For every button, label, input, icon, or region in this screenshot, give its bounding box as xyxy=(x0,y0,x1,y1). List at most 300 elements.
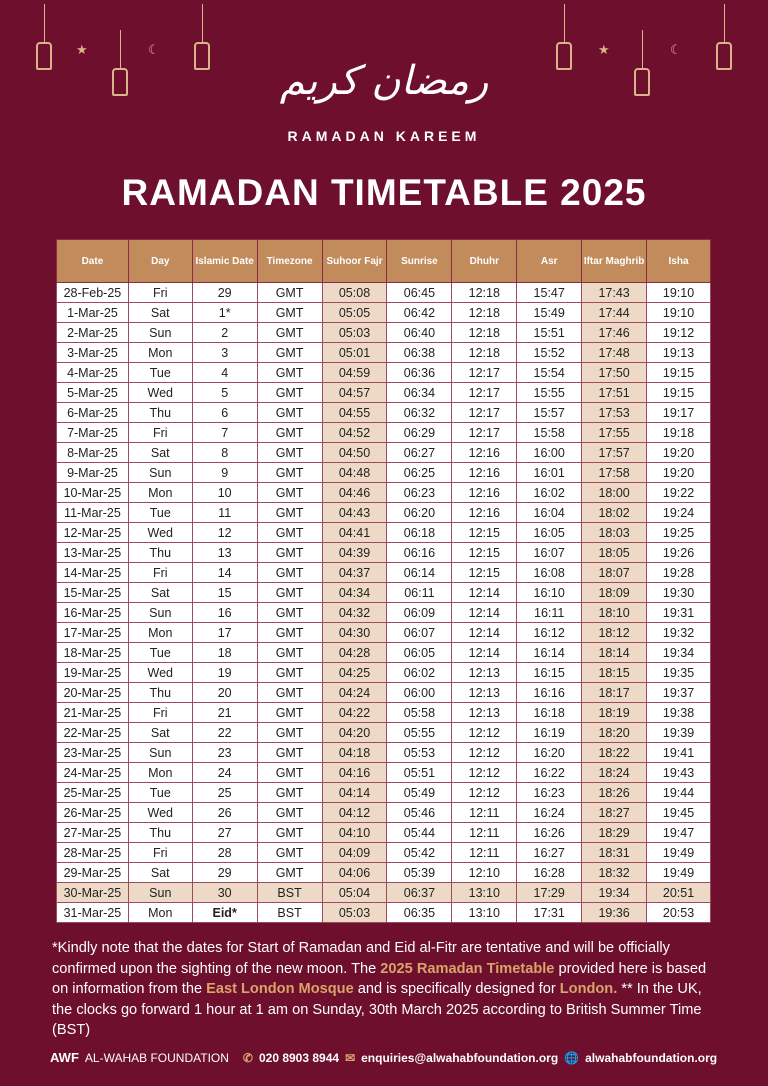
table-cell: Tue xyxy=(128,503,192,523)
table-cell: 12:12 xyxy=(452,743,517,763)
table-cell: 06:37 xyxy=(387,883,452,903)
table-cell: GMT xyxy=(257,803,322,823)
table-cell: Sun xyxy=(128,323,192,343)
table-row xyxy=(57,743,711,763)
table-cell: 16:00 xyxy=(517,443,582,463)
table-cell: 05:05 xyxy=(322,303,387,323)
table-cell: GMT xyxy=(257,723,322,743)
table-cell: 6-Mar-25 xyxy=(57,403,129,423)
phone-number[interactable]: 020 8903 8944 xyxy=(258,1050,340,1065)
star-icon: ★ xyxy=(598,42,610,57)
table-cell: 16:10 xyxy=(517,583,582,603)
table-cell: GMT xyxy=(257,503,322,523)
table-cell: 16-Mar-25 xyxy=(57,603,129,623)
table-cell: GMT xyxy=(257,363,322,383)
table-cell: 05:55 xyxy=(387,723,452,743)
table-row xyxy=(57,483,711,503)
table-cell: 04:10 xyxy=(322,823,387,843)
table-cell: 8-Mar-25 xyxy=(57,443,129,463)
table-cell: 11 xyxy=(192,503,257,523)
table-cell: 15:58 xyxy=(517,423,582,443)
table-cell: 4-Mar-25 xyxy=(57,363,129,383)
table-cell: 19:22 xyxy=(647,483,711,503)
table-row xyxy=(57,283,711,303)
table-cell: 06:11 xyxy=(387,583,452,603)
table-cell: 16:26 xyxy=(517,823,582,843)
table-cell: 29-Mar-25 xyxy=(57,863,129,883)
table-cell: 04:16 xyxy=(322,763,387,783)
table-row xyxy=(57,463,711,483)
table-cell: Sun xyxy=(128,743,192,763)
table-cell: GMT xyxy=(257,843,322,863)
table-cell: 29 xyxy=(192,283,257,303)
table-row xyxy=(57,663,711,683)
table-row xyxy=(57,503,711,523)
table-cell: 12:14 xyxy=(452,603,517,623)
table-cell: 12:16 xyxy=(452,443,517,463)
table-cell: 12:15 xyxy=(452,563,517,583)
table-cell: 16:22 xyxy=(517,763,582,783)
table-cell: 04:59 xyxy=(322,363,387,383)
table-cell: 16 xyxy=(192,603,257,623)
email-icon: ✉ xyxy=(345,1050,356,1065)
table-cell: 19:28 xyxy=(647,563,711,583)
table-cell: 19:35 xyxy=(647,663,711,683)
table-cell: BST xyxy=(257,883,322,903)
table-cell: 06:29 xyxy=(387,423,452,443)
table-cell: 19:34 xyxy=(647,643,711,663)
table-cell: 19:12 xyxy=(647,323,711,343)
table-cell: 12:18 xyxy=(452,323,517,343)
table-cell: Sat xyxy=(128,723,192,743)
table-cell: 19:45 xyxy=(647,803,711,823)
table-cell: 17:55 xyxy=(582,423,647,443)
table-cell: 17:29 xyxy=(517,883,582,903)
table-cell: 04:50 xyxy=(322,443,387,463)
table-cell: 04:12 xyxy=(322,803,387,823)
table-cell: 26-Mar-25 xyxy=(57,803,129,823)
table-cell: 9 xyxy=(192,463,257,483)
table-cell: 18:26 xyxy=(582,783,647,803)
table-cell: GMT xyxy=(257,643,322,663)
column-header: Timezone xyxy=(257,240,322,283)
table-row xyxy=(57,643,711,663)
table-cell: 15-Mar-25 xyxy=(57,583,129,603)
table-cell: 12 xyxy=(192,523,257,543)
table-cell: 14-Mar-25 xyxy=(57,563,129,583)
table-cell: 06:25 xyxy=(387,463,452,483)
table-cell: GMT xyxy=(257,483,322,503)
table-cell: 19:49 xyxy=(647,863,711,883)
table-cell: 16:18 xyxy=(517,703,582,723)
table-row xyxy=(57,763,711,783)
table-cell: 04:30 xyxy=(322,623,387,643)
table-cell: GMT xyxy=(257,743,322,763)
table-row xyxy=(57,403,711,423)
table-cell: 19:38 xyxy=(647,703,711,723)
table-cell: 06:42 xyxy=(387,303,452,323)
ramadan-kareem-calligraphy: رمضان كريم xyxy=(279,58,489,104)
table-row xyxy=(57,703,711,723)
table-cell: 19:47 xyxy=(647,823,711,843)
table-cell: 16:12 xyxy=(517,623,582,643)
table-cell: 12:12 xyxy=(452,783,517,803)
note-text: ** In the UK, the clocks go forward 1 hour at 1 am on Sunday, 30th March 2025 according to British Summer Time (BST) xyxy=(52,981,702,1038)
table-cell: 26 xyxy=(192,803,257,823)
table-row xyxy=(57,683,711,703)
table-cell: 18:31 xyxy=(582,843,647,863)
table-cell: GMT xyxy=(257,323,322,343)
table-row xyxy=(57,543,711,563)
table-cell: GMT xyxy=(257,283,322,303)
table-cell: 15:57 xyxy=(517,403,582,423)
table-cell: 23-Mar-25 xyxy=(57,743,129,763)
table-cell: 19:18 xyxy=(647,423,711,443)
table-cell: 19:32 xyxy=(647,623,711,643)
table-cell: 18 xyxy=(192,643,257,663)
table-row xyxy=(57,903,711,923)
table-row xyxy=(57,563,711,583)
table-cell: GMT xyxy=(257,443,322,463)
table-cell: GMT xyxy=(257,823,322,843)
globe-icon: 🌐 xyxy=(564,1050,580,1065)
table-cell: 17:48 xyxy=(582,343,647,363)
table-cell: Sun xyxy=(128,463,192,483)
table-cell: 30 xyxy=(192,883,257,903)
table-cell: 19:24 xyxy=(647,503,711,523)
table-row xyxy=(57,383,711,403)
table-cell: 16:28 xyxy=(517,863,582,883)
table-cell: 04:25 xyxy=(322,663,387,683)
table-cell: 04:06 xyxy=(322,863,387,883)
table-cell: Sun xyxy=(128,603,192,623)
table-cell: 04:28 xyxy=(322,643,387,663)
table-cell: 12:16 xyxy=(452,483,517,503)
table-cell: 31-Mar-25 xyxy=(57,903,129,923)
table-cell: 23 xyxy=(192,743,257,763)
table-cell: Thu xyxy=(128,683,192,703)
table-cell: Wed xyxy=(128,663,192,683)
table-cell: 14 xyxy=(192,563,257,583)
table-cell: 16:15 xyxy=(517,663,582,683)
table-cell: 13 xyxy=(192,543,257,563)
table-cell: 12:11 xyxy=(452,803,517,823)
table-cell: 12:17 xyxy=(452,423,517,443)
table-cell: 18:20 xyxy=(582,723,647,743)
table-cell: 04:39 xyxy=(322,543,387,563)
table-cell: 16:02 xyxy=(517,483,582,503)
table-cell: 3 xyxy=(192,343,257,363)
table-cell: 18:22 xyxy=(582,743,647,763)
table-cell: 18:02 xyxy=(582,503,647,523)
table-cell: 15:51 xyxy=(517,323,582,343)
table-cell: BST xyxy=(257,903,322,923)
table-cell: GMT xyxy=(257,563,322,583)
table-cell: 19:31 xyxy=(647,603,711,623)
table-cell: 18:32 xyxy=(582,863,647,883)
table-cell: 19:20 xyxy=(647,443,711,463)
note-highlight: East London Mosque xyxy=(206,981,354,997)
table-cell: 12:10 xyxy=(452,863,517,883)
table-cell: 18:29 xyxy=(582,823,647,843)
table-cell: 19:41 xyxy=(647,743,711,763)
table-cell: Mon xyxy=(128,623,192,643)
table-cell: 12:16 xyxy=(452,503,517,523)
table-cell: 19 xyxy=(192,663,257,683)
table-row xyxy=(57,303,711,323)
note-text: *Kindly note that the dates for Start of Ramadan and Eid al-Fitr are tentative and will be officially confirmed upon the sighting of the new moon. The xyxy=(52,940,670,977)
table-cell: 13:10 xyxy=(452,903,517,923)
table-cell: 18:24 xyxy=(582,763,647,783)
table-cell: 15:47 xyxy=(517,283,582,303)
table-cell: 28-Mar-25 xyxy=(57,843,129,863)
table-cell: 17:46 xyxy=(582,323,647,343)
table-row xyxy=(57,323,711,343)
table-cell: 29 xyxy=(192,863,257,883)
footnote xyxy=(52,938,720,1041)
column-header: Asr xyxy=(517,240,582,283)
table-cell: 27-Mar-25 xyxy=(57,823,129,843)
table-cell: 21 xyxy=(192,703,257,723)
table-cell: GMT xyxy=(257,663,322,683)
table-row xyxy=(57,723,711,743)
table-cell: 06:40 xyxy=(387,323,452,343)
table-cell: Thu xyxy=(128,543,192,563)
table-row xyxy=(57,343,711,363)
table-cell: 06:16 xyxy=(387,543,452,563)
column-header: Dhuhr xyxy=(452,240,517,283)
note-text: and is specifically designed for xyxy=(353,981,560,997)
table-cell: 18:05 xyxy=(582,543,647,563)
email-link[interactable]: enquiries@alwahabfoundation.org xyxy=(361,1050,559,1065)
table-cell: 17:31 xyxy=(517,903,582,923)
table-cell: 12:15 xyxy=(452,543,517,563)
table-cell: 12:12 xyxy=(452,723,517,743)
table-cell: Fri xyxy=(128,423,192,443)
table-cell: 19:20 xyxy=(647,463,711,483)
table-cell: 28 xyxy=(192,843,257,863)
table-cell: 05:58 xyxy=(387,703,452,723)
table-cell: 19:43 xyxy=(647,763,711,783)
table-cell: Thu xyxy=(128,823,192,843)
table-cell: 19:49 xyxy=(647,843,711,863)
table-cell: GMT xyxy=(257,683,322,703)
table-cell: 16:11 xyxy=(517,603,582,623)
table-row xyxy=(57,803,711,823)
table-cell: 04:18 xyxy=(322,743,387,763)
table-cell: 20-Mar-25 xyxy=(57,683,129,703)
table-row xyxy=(57,843,711,863)
table-cell: 7-Mar-25 xyxy=(57,423,129,443)
table-cell: 16:19 xyxy=(517,723,582,743)
table-cell: 05:42 xyxy=(387,843,452,863)
table-cell: 15 xyxy=(192,583,257,603)
table-cell: 19:13 xyxy=(647,343,711,363)
table-cell: 16:04 xyxy=(517,503,582,523)
table-cell: 21-Mar-25 xyxy=(57,703,129,723)
table-row xyxy=(57,603,711,623)
table-cell: 11-Mar-25 xyxy=(57,503,129,523)
table-cell: 20 xyxy=(192,683,257,703)
table-cell: 27 xyxy=(192,823,257,843)
awf-logo: AWF xyxy=(50,1050,79,1065)
table-cell: 04:57 xyxy=(322,383,387,403)
table-cell: 18:19 xyxy=(582,703,647,723)
table-cell: 12:16 xyxy=(452,463,517,483)
table-row xyxy=(57,523,711,543)
table-row xyxy=(57,883,711,903)
table-cell: 28-Feb-25 xyxy=(57,283,129,303)
table-cell: 16:08 xyxy=(517,563,582,583)
table-cell: GMT xyxy=(257,623,322,643)
table-cell: 12:17 xyxy=(452,403,517,423)
table-cell: Mon xyxy=(128,763,192,783)
table-cell: 06:14 xyxy=(387,563,452,583)
table-cell: 18:03 xyxy=(582,523,647,543)
table-row xyxy=(57,863,711,883)
table-cell: 04:41 xyxy=(322,523,387,543)
table-cell: 05:49 xyxy=(387,783,452,803)
table-cell: Mon xyxy=(128,483,192,503)
table-cell: 05:39 xyxy=(387,863,452,883)
table-cell: 7 xyxy=(192,423,257,443)
table-cell: 18:14 xyxy=(582,643,647,663)
table-cell: 5 xyxy=(192,383,257,403)
table-cell: Sat xyxy=(128,443,192,463)
table-cell: GMT xyxy=(257,343,322,363)
table-cell: 16:16 xyxy=(517,683,582,703)
table-cell: 12:18 xyxy=(452,303,517,323)
table-cell: 06:23 xyxy=(387,483,452,503)
table-cell: 19:15 xyxy=(647,363,711,383)
table-cell: 12:15 xyxy=(452,523,517,543)
table-cell: 06:35 xyxy=(387,903,452,923)
table-cell: Sat xyxy=(128,863,192,883)
table-cell: 18:17 xyxy=(582,683,647,703)
table-row xyxy=(57,623,711,643)
table-cell: 06:34 xyxy=(387,383,452,403)
table-cell: 16:23 xyxy=(517,783,582,803)
org-name: AL-WAHAB FOUNDATION xyxy=(84,1050,229,1065)
table-cell: 13:10 xyxy=(452,883,517,903)
table-cell: 12:17 xyxy=(452,363,517,383)
table-cell: 04:46 xyxy=(322,483,387,503)
table-cell: 06:07 xyxy=(387,623,452,643)
column-header: Islamic Date xyxy=(192,240,257,283)
table-cell: 15:54 xyxy=(517,363,582,383)
table-cell: 06:09 xyxy=(387,603,452,623)
table-cell: 12:11 xyxy=(452,823,517,843)
table-cell: 04:48 xyxy=(322,463,387,483)
table-cell: 19:34 xyxy=(582,883,647,903)
table-cell: GMT xyxy=(257,383,322,403)
table-cell: 06:02 xyxy=(387,663,452,683)
table-cell: Fri xyxy=(128,563,192,583)
table-cell: 18:00 xyxy=(582,483,647,503)
table-cell: 19:26 xyxy=(647,543,711,563)
table-cell: 24 xyxy=(192,763,257,783)
table-row xyxy=(57,423,711,443)
table-cell: 20:53 xyxy=(647,903,711,923)
table-cell: 04:43 xyxy=(322,503,387,523)
table-cell: 18:10 xyxy=(582,603,647,623)
table-cell: 04:52 xyxy=(322,423,387,443)
table-cell: 17-Mar-25 xyxy=(57,623,129,643)
table-row xyxy=(57,583,711,603)
table-cell: 12:13 xyxy=(452,663,517,683)
table-cell: 3-Mar-25 xyxy=(57,343,129,363)
table-cell: 17:51 xyxy=(582,383,647,403)
table-cell: 1* xyxy=(192,303,257,323)
table-cell: 16:20 xyxy=(517,743,582,763)
table-cell: 8 xyxy=(192,443,257,463)
table-cell: 04:14 xyxy=(322,783,387,803)
table-row xyxy=(57,823,711,843)
table-cell: 19:36 xyxy=(582,903,647,923)
table-cell: Mon xyxy=(128,343,192,363)
table-cell: 18:09 xyxy=(582,583,647,603)
table-cell: 06:36 xyxy=(387,363,452,383)
table-cell: 04:20 xyxy=(322,723,387,743)
column-header: Isha xyxy=(647,240,711,283)
table-cell: 17:53 xyxy=(582,403,647,423)
table-row xyxy=(57,363,711,383)
table-cell: GMT xyxy=(257,863,322,883)
table-cell: GMT xyxy=(257,303,322,323)
table-cell: 24-Mar-25 xyxy=(57,763,129,783)
phone-icon: ✆ xyxy=(242,1050,253,1065)
table-cell: 15:55 xyxy=(517,383,582,403)
table-cell: Tue xyxy=(128,643,192,663)
website-link[interactable]: alwahabfoundation.org xyxy=(585,1050,718,1065)
table-cell: 19:10 xyxy=(647,303,711,323)
table-cell: 05:08 xyxy=(322,283,387,303)
table-cell: GMT xyxy=(257,783,322,803)
table-cell: 12:17 xyxy=(452,383,517,403)
table-cell: GMT xyxy=(257,603,322,623)
table-cell: 19:25 xyxy=(647,523,711,543)
table-cell: Mon xyxy=(128,903,192,923)
table-cell: 17:57 xyxy=(582,443,647,463)
table-cell: Eid* xyxy=(192,903,257,923)
table-cell: 04:09 xyxy=(322,843,387,863)
table-cell: 19:44 xyxy=(647,783,711,803)
table-cell: 6 xyxy=(192,403,257,423)
table-cell: 04:37 xyxy=(322,563,387,583)
table-cell: 13-Mar-25 xyxy=(57,543,129,563)
table-cell: 4 xyxy=(192,363,257,383)
table-cell: 06:27 xyxy=(387,443,452,463)
table-cell: 06:05 xyxy=(387,643,452,663)
table-cell: 05:46 xyxy=(387,803,452,823)
table-cell: 19-Mar-25 xyxy=(57,663,129,683)
column-header: Suhoor Fajr xyxy=(322,240,387,283)
table-cell: 17:44 xyxy=(582,303,647,323)
table-cell: Thu xyxy=(128,403,192,423)
table-cell: 19:30 xyxy=(647,583,711,603)
table-cell: 05:53 xyxy=(387,743,452,763)
table-cell: 25 xyxy=(192,783,257,803)
table-cell: 05:03 xyxy=(322,323,387,343)
table-cell: 12:11 xyxy=(452,843,517,863)
table-cell: 22-Mar-25 xyxy=(57,723,129,743)
table-cell: Fri xyxy=(128,283,192,303)
table-cell: Wed xyxy=(128,803,192,823)
table-cell: Tue xyxy=(128,783,192,803)
table-cell: 12:14 xyxy=(452,623,517,643)
table-cell: 05:01 xyxy=(322,343,387,363)
table-cell: 06:32 xyxy=(387,403,452,423)
